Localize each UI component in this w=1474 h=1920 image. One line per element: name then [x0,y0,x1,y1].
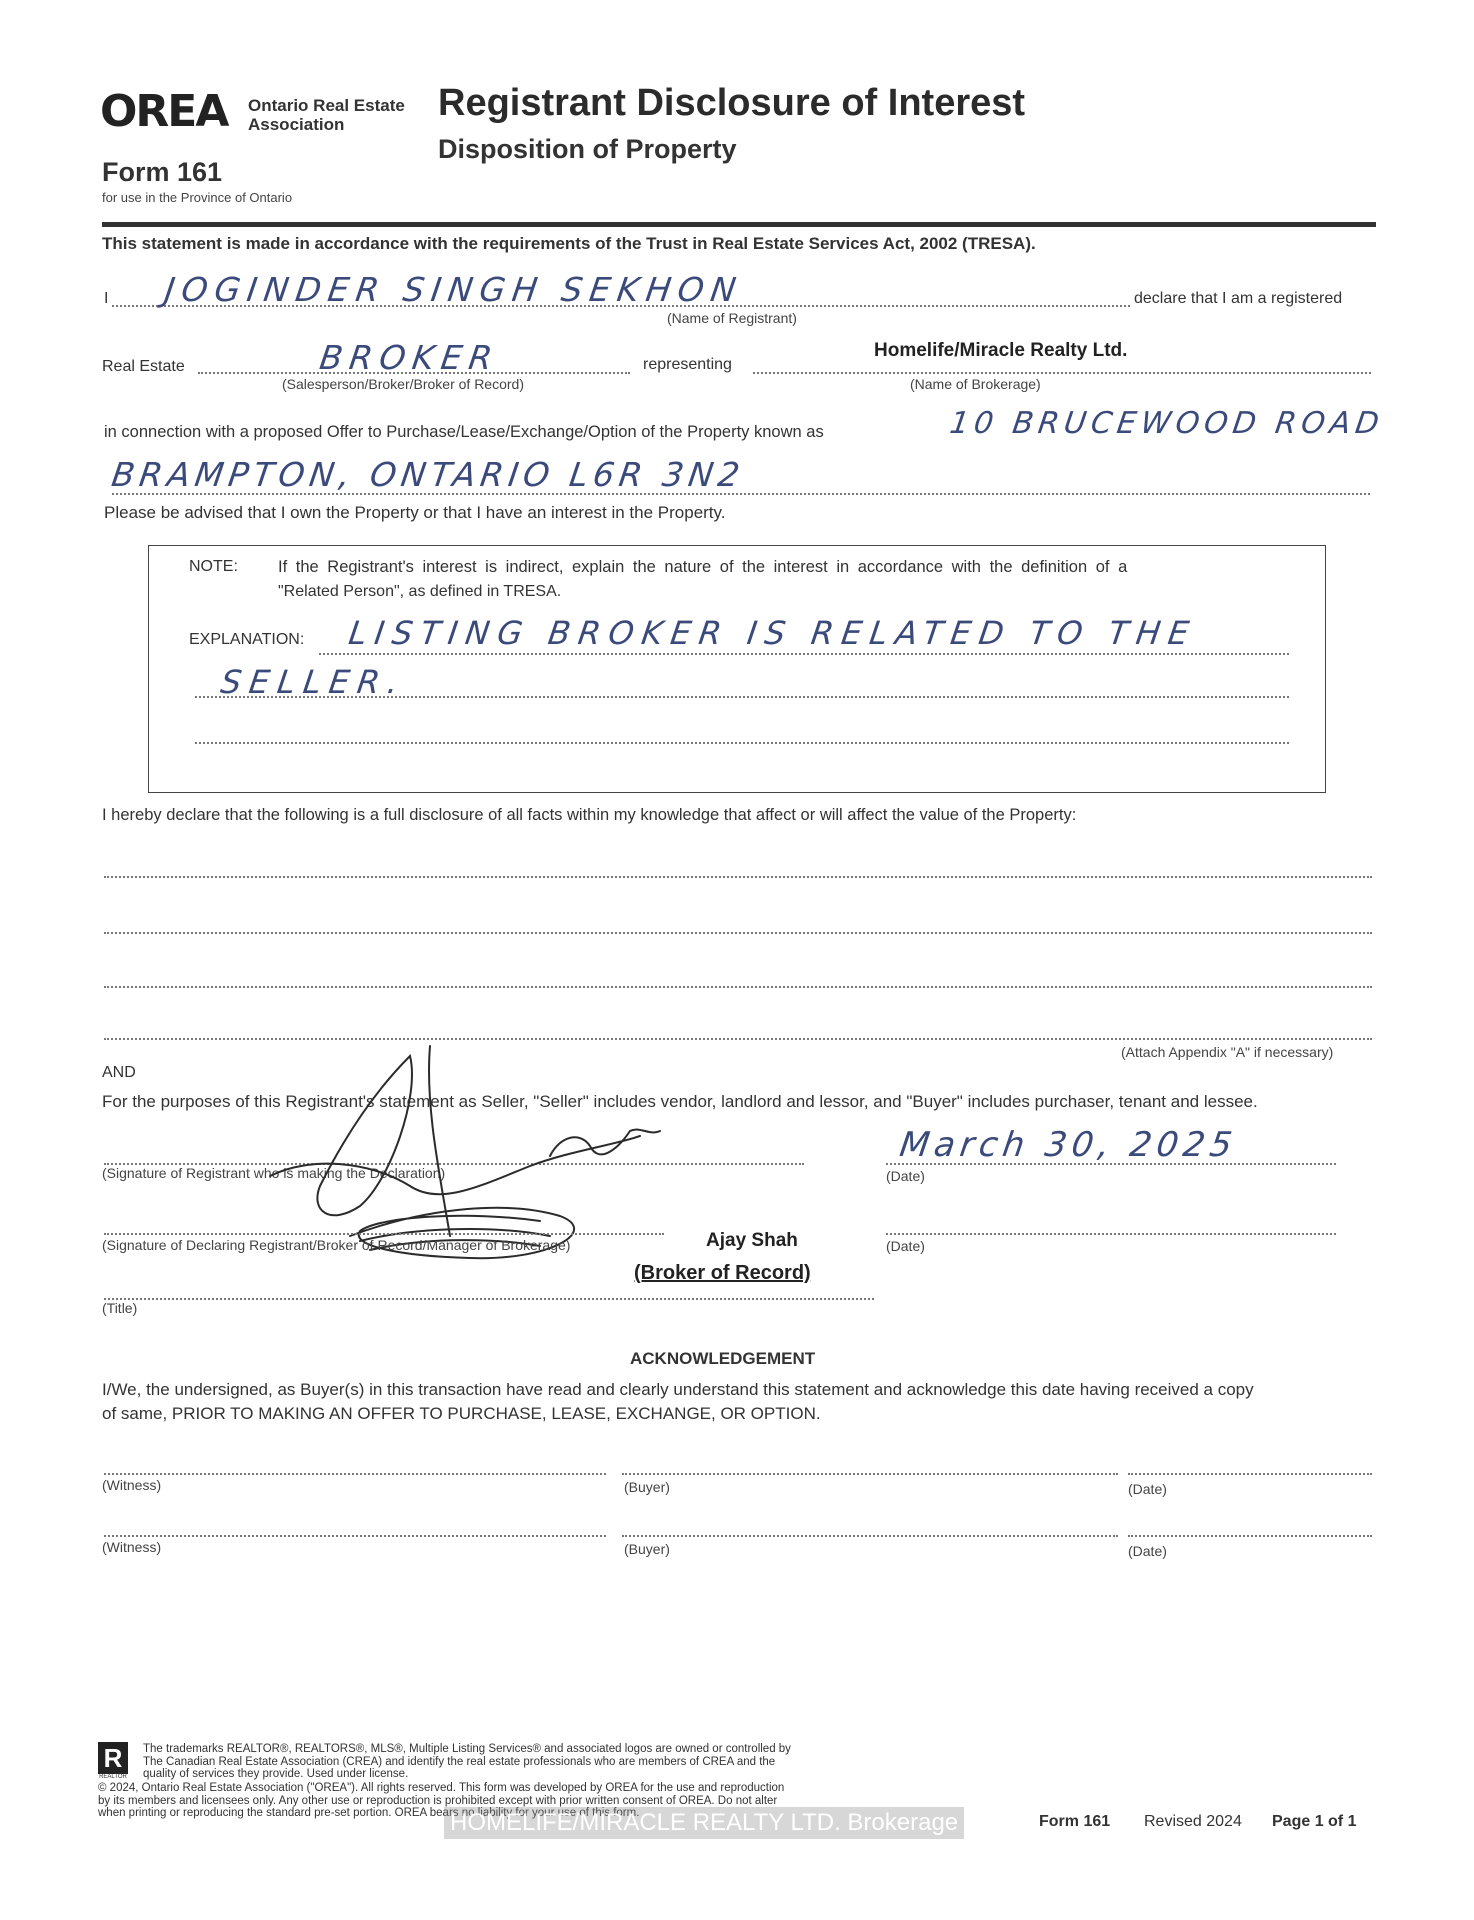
connection-text: in connection with a proposed Offer to Purchase/Lease/Exchange/Option of the Property known as [104,423,824,441]
page-subtitle: Disposition of Property [438,134,737,164]
acknowledgement-text-1: I/We, the undersigned, as Buyer(s) in this transaction have read and clearly understand this statement and acknowledge this date having received a copy [102,1380,1254,1399]
ack-date1-caption: (Date) [1128,1481,1167,1497]
witness2-line [104,1535,606,1537]
trademark-text [143,1743,791,1781]
explanation-line-1 [319,653,1289,655]
copyright-line-2: by its members and licensees only. Any other use or reproduction is prohibited except with prior written consent of OREA. Do not alter [98,1794,778,1807]
copyright-line-1: © 2024, Ontario Real Estate Association ("OREA"). All rights reserved. This form was developed by OREA for the use and reproduction [98,1782,785,1794]
ack-date1-line [1128,1473,1372,1475]
property-address-line2: BRAMPTON, ONTARIO L6R 3N2 [109,455,748,494]
footer-form-no: Form 161 [1039,1813,1111,1830]
declare-text: declare that I am a registered [1134,290,1343,307]
ack-date2-caption: (Date) [1128,1543,1167,1559]
explanation-label: EXPLANATION: [189,631,305,648]
footer-page: Page 1 of 1 [1272,1813,1357,1830]
note-text-2: "Related Person", as defined in TRESA. [278,583,562,600]
form-label: Form 161 [102,157,223,187]
buyer2-line [622,1535,1118,1537]
orea-logo-text: OREA [100,86,228,137]
registrant-type-caption: (Salesperson/Broker/Broker of Record) [282,376,524,392]
explanation-value-1: LISTING BROKER IS RELATED TO THE [346,614,1200,652]
acknowledgement-heading: ACKNOWLEDGEMENT [630,1349,816,1368]
registrant-type-value: BROKER [317,338,502,377]
title-line [104,1298,874,1300]
trademark-line-3: quality of services they provide. Used under license. [143,1768,409,1780]
org-name-line1: Ontario Real Estate [248,96,405,115]
disclosure-line-1 [104,876,1372,878]
representing-label: representing [643,356,732,373]
registrant-signature-caption: (Signature of Registrant who is making the Declaration) [102,1165,446,1181]
realtor-word: REALTOR [99,1774,127,1780]
trademark-line-2: The Canadian Real Estate Association (CREA) and identify the real estate professionals who are members of CREA and the [143,1755,776,1768]
tresa-statement: This statement is made in accordance with the requirements of the Trust in Real Estate Services Act, 2002 (TRESA). [102,234,1036,253]
page-title: Registrant Disclosure of Interest [438,82,1026,124]
registrant-name-value: JOGINDER SINGH SEKHON [162,270,746,309]
and-label: AND [102,1064,136,1081]
brokerage-line [753,372,1371,374]
witness2-caption: (Witness) [102,1539,162,1555]
disclosure-line-3 [104,986,1372,988]
ack-date2-line [1128,1535,1372,1537]
advised-text: Please be advised that I own the Property or that I have an interest in the Property. [104,503,726,522]
property-address-line1: 10 BRUCEWOOD ROAD [947,406,1387,441]
date2-caption: (Date) [886,1238,925,1254]
acknowledgement-text-2: of same, PRIOR TO MAKING AN OFFER TO PURCHASE, LEASE, EXCHANGE, OR OPTION. [102,1404,821,1423]
org-name [248,96,405,134]
header-rule [102,222,1376,227]
real-estate-label: Real Estate [102,358,185,375]
note-text-1: If the Registrant's interest is indirect, explain the nature of the interest in accordance with the definition of a [278,558,1128,576]
declaring-signature-caption: (Signature of Declaring Registrant/Broker of Record/Manager of Brokerage) [102,1237,571,1253]
appendix-note: (Attach Appendix "A" if necessary) [1121,1044,1334,1060]
witness1-caption: (Witness) [102,1477,162,1493]
buyer1-line [622,1473,1118,1475]
title-value: (Broker of Record) [634,1262,811,1284]
date1-caption: (Date) [886,1168,925,1184]
buyer2-caption: (Buyer) [624,1541,670,1557]
date1-value: March 30, 2025 [897,1125,1240,1165]
title-caption: (Title) [102,1300,138,1316]
realtor-mark: R [98,1742,128,1774]
explanation-line-3 [195,742,1289,744]
realtor-logo [98,1742,134,1784]
disclosure-line-2 [104,932,1372,934]
brokerage-caption: (Name of Brokerage) [910,376,1041,392]
declaring-signature-line [104,1233,664,1235]
registrant-name-caption: (Name of Registrant) [667,310,797,326]
registrant-prefix: I [104,290,109,307]
buyer1-caption: (Buyer) [624,1479,670,1495]
purposes-text: For the purposes of this Registrant's statement as Seller, "Seller" includes vendor, landlord and lessor, and "Buyer" includes purchaser, tenant and lessee. [102,1092,1258,1111]
note-box [148,545,1326,793]
explanation-value-2: SELLER. [218,663,409,701]
org-name-line2: Association [248,115,345,134]
province-note: for use in the Province of Ontario [102,190,293,205]
date2-line [886,1233,1336,1235]
footer-revised: Revised 2024 [1144,1813,1242,1830]
brokerage-watermark: HOMELIFE/MIRACLE REALTY LTD. Brokerage [444,1807,964,1839]
disclosure-text: I hereby declare that the following is a full disclosure of all facts within my knowledge that affect or will affect the value of the Property: [102,806,1077,824]
trademark-line-1: The trademarks REALTOR®, REALTORS®, MLS®, Multiple Listing Services® and associated logos are owned or controlled by [143,1743,791,1755]
copyright-line-3: when printing or reproducing the standard pre-set portion. OREA bears no liability for your use of this form. [98,1807,640,1819]
witness1-line [104,1473,606,1475]
declaring-name: Ajay Shah [706,1230,798,1251]
brokerage-value: Homelife/Miracle Realty Ltd. [874,340,1128,361]
note-label: NOTE: [189,558,238,575]
orea-logo [100,86,250,142]
